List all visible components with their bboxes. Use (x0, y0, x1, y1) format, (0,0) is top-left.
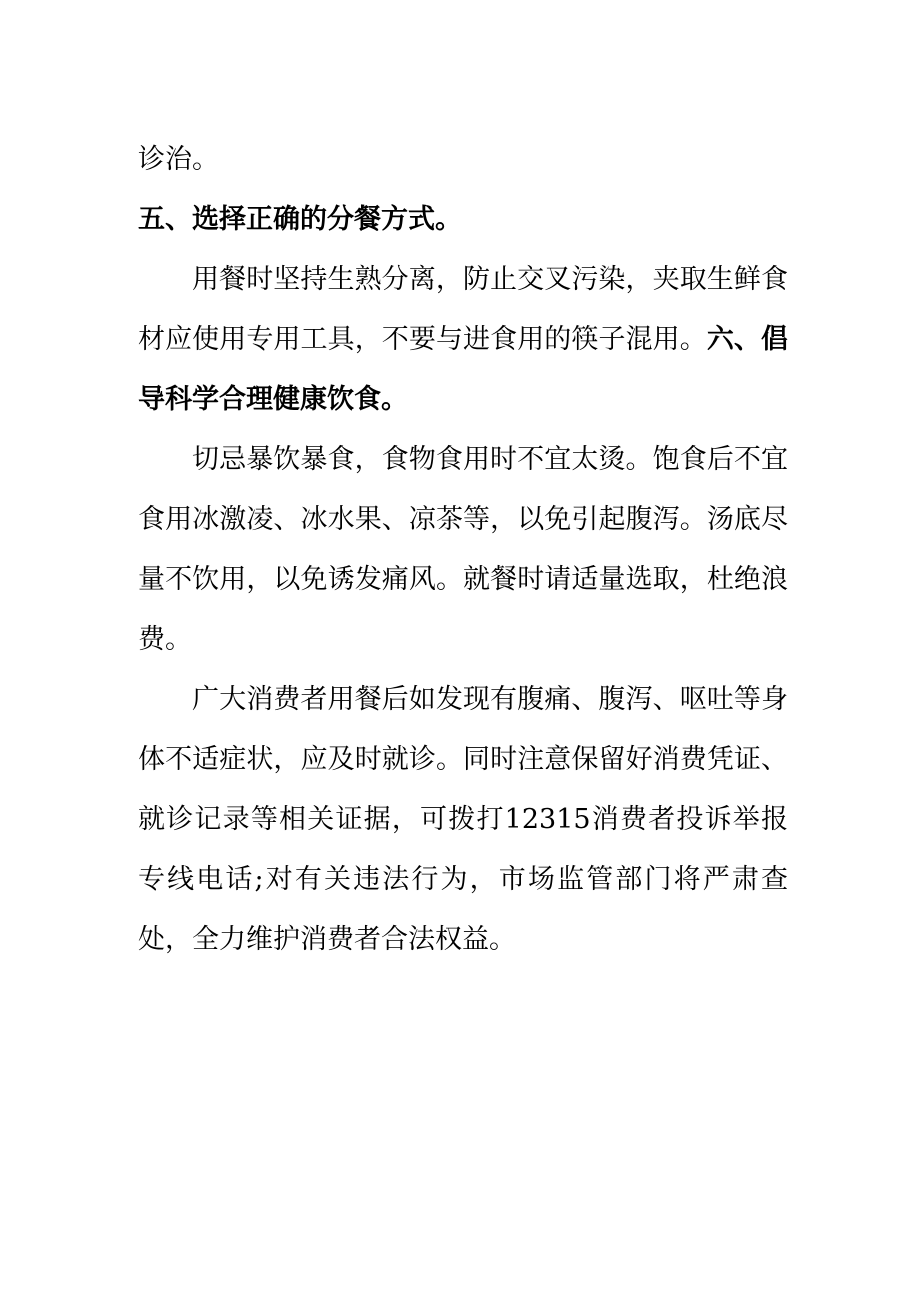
continuation-text: 诊治。 (138, 144, 219, 175)
section-heading-6: 六、倡导科学合理健康饮食。 (138, 324, 789, 415)
paragraph-5 (138, 250, 788, 430)
paragraph-5-text: 用餐时坚持生熟分离，防止交叉污染，夹取生鲜食材应使用专用工具，不要与进食用的筷子混用。 (138, 264, 788, 355)
paragraph-6: 切忌暴饮暴食，食物食用时不宜太烫。饱食后不宜食用冰激凌、冰水果、凉茶等，以免引起腹泻。汤底尽量不饮用，以免诱发痛风。就餐时请适量选取，杜绝浪费。 (138, 444, 788, 655)
section-heading-5: 五、选择正确的分餐方式。 (138, 204, 462, 235)
paragraph-7: 广大消费者用餐后如发现有腹痛、腹泻、呕吐等身体不适症状，应及时就诊。同时注意保留好消费凭证、就诊记录等相关证据，可拨打12315消费者投诉举报专线电话;对有关违法行为，市场监管部门将严肃查处，全力维护消费者合法权益。 (138, 684, 788, 955)
document-body (138, 130, 788, 970)
